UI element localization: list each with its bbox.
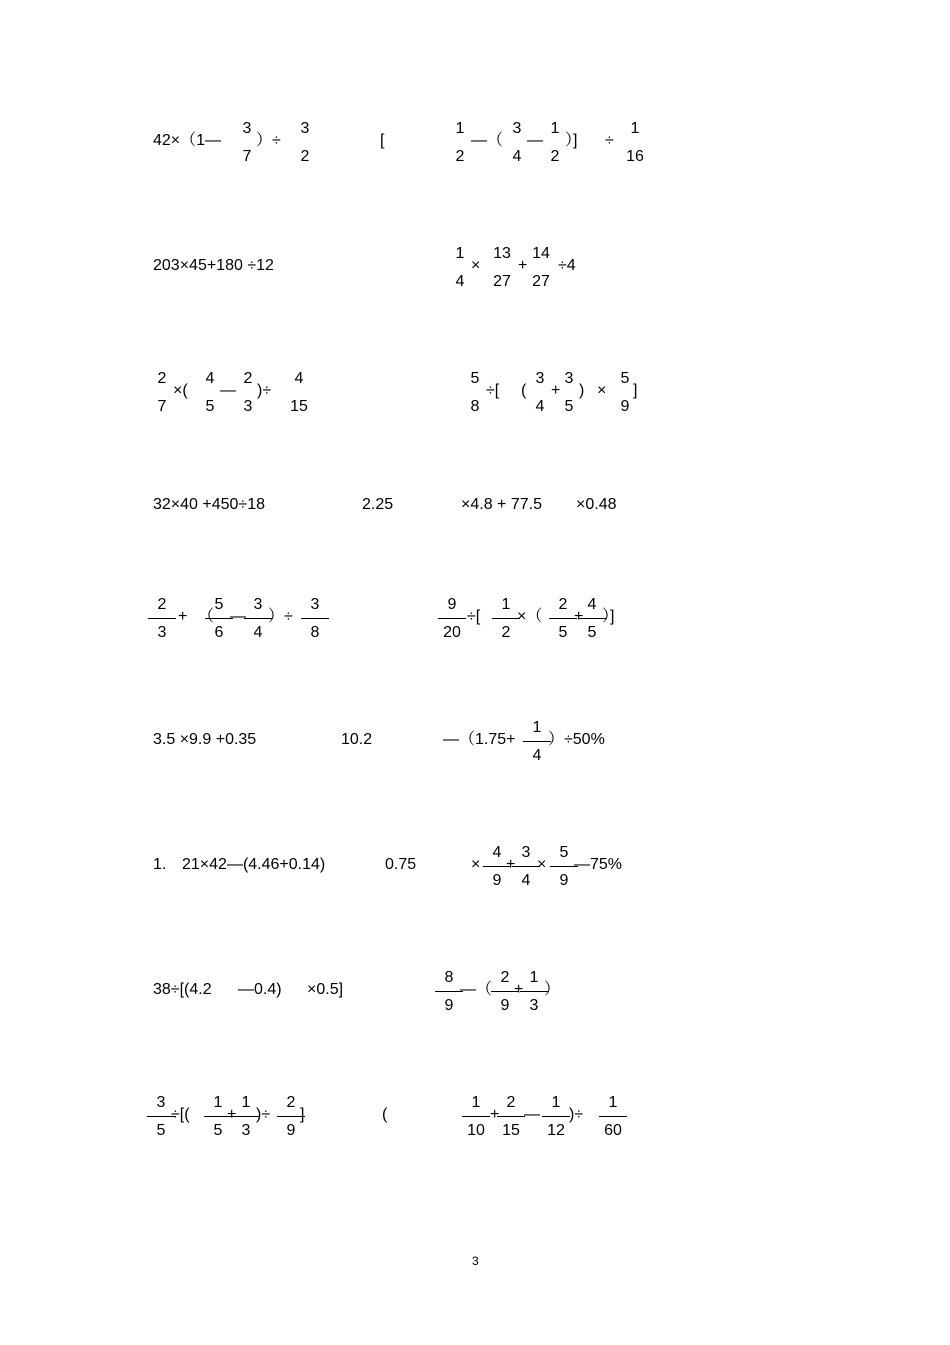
numerator: 3 [242, 120, 252, 137]
numerator: 9 [447, 596, 457, 613]
denominator: 4 [521, 872, 531, 889]
numerator: 2 [286, 1094, 296, 1111]
fraction-bar [599, 1116, 627, 1117]
denominator: 5 [213, 1122, 223, 1139]
fraction-bar [542, 1116, 570, 1117]
denominator: 7 [157, 398, 167, 415]
expr-text: + [490, 1106, 500, 1123]
numerator: 3 [535, 370, 545, 387]
fraction [618, 121, 652, 165]
numerator: 3 [564, 370, 574, 387]
expr-text: ×0.5] [307, 981, 344, 998]
fraction [459, 1095, 493, 1139]
expr-text: —75% [574, 856, 623, 873]
expr-text: ）] [602, 608, 615, 625]
denominator: 5 [564, 398, 574, 415]
fraction [298, 597, 332, 641]
fraction-bar [549, 618, 577, 619]
numerator: 1 [550, 120, 560, 137]
expr-text: 1. [153, 856, 167, 873]
denominator: 60 [604, 1122, 622, 1139]
fraction [494, 1095, 528, 1139]
expr-text: 2.25 [362, 496, 394, 513]
numerator: 3 [156, 1094, 166, 1111]
numerator: 2 [506, 1094, 516, 1111]
expr-text: 203×45+180 ÷12 [153, 257, 274, 274]
denominator: 5 [205, 398, 215, 415]
expr-text: × [537, 856, 547, 873]
fraction [145, 597, 179, 641]
expr-text: ( [521, 382, 527, 399]
expr-text: [ [380, 132, 385, 149]
expr-text: ×（ [517, 608, 543, 625]
denominator: 5 [558, 624, 568, 641]
expr-text: 21×42—(4.46+0.14) [182, 856, 326, 873]
expr-text: 38÷[(4.2 [153, 981, 212, 998]
denominator: 3 [157, 624, 167, 641]
expr-text: ×( [173, 382, 188, 399]
expr-text: — [230, 608, 246, 625]
expr-text: —（1.75+ [443, 731, 516, 748]
numerator: 1 [532, 719, 542, 736]
denominator: 4 [512, 148, 522, 165]
expr-text: — [220, 382, 236, 399]
numerator: 1 [213, 1094, 223, 1111]
expr-text: ）÷50% [548, 731, 605, 748]
numerator: 1 [241, 1094, 251, 1111]
expr-text: ）] [565, 132, 578, 149]
expr-text: ÷ [605, 132, 614, 149]
expr-text: ） [544, 981, 561, 998]
fraction-bar [435, 991, 463, 992]
numerator: 5 [470, 370, 480, 387]
denominator: 7 [242, 148, 252, 165]
expr-text: + [227, 1106, 237, 1123]
numerator: 1 [630, 120, 640, 137]
denominator: 10 [467, 1122, 485, 1139]
expr-text: ) [579, 382, 585, 399]
numerator: 1 [501, 596, 511, 613]
expr-text: + [514, 981, 524, 998]
fraction [435, 597, 469, 641]
fraction-bar [301, 618, 329, 619]
expr-text: 32×40 +450÷18 [153, 496, 265, 513]
numerator: 2 [500, 969, 510, 986]
numerator: 1 [471, 1094, 481, 1111]
expr-text: ×0.48 [576, 496, 617, 513]
fraction [282, 371, 316, 415]
denominator: 4 [455, 273, 465, 290]
numerator: 1 [529, 969, 539, 986]
expr-text: ( [382, 1106, 388, 1123]
expr-text: — [527, 132, 543, 149]
expr-text: ] [300, 1106, 305, 1123]
denominator: 15 [290, 398, 308, 415]
expr-text: ÷[ [486, 382, 500, 399]
denominator: 9 [444, 997, 454, 1014]
expr-text: ÷4 [558, 257, 576, 274]
denominator: 4 [532, 747, 542, 764]
fraction [596, 1095, 630, 1139]
numerator: 1 [608, 1094, 618, 1111]
denominator: 2 [455, 148, 465, 165]
denominator: 3 [243, 398, 253, 415]
numerator: 4 [492, 844, 502, 861]
numerator: 13 [493, 245, 511, 262]
numerator: 4 [294, 370, 304, 387]
numerator: 2 [157, 596, 167, 613]
numerator: 3 [253, 596, 263, 613]
fraction-bar [462, 1116, 490, 1117]
expr-text: )÷ [569, 1106, 584, 1123]
denominator: 3 [241, 1122, 251, 1139]
fraction-bar [512, 866, 540, 867]
numerator: 5 [559, 844, 569, 861]
denominator: 9 [620, 398, 630, 415]
expr-text: + [574, 608, 584, 625]
expr-text: —（ [460, 981, 493, 998]
numerator: 8 [444, 969, 454, 986]
numerator: 3 [300, 120, 310, 137]
numerator: 14 [532, 245, 550, 262]
expr-text: ）÷ [268, 608, 293, 625]
expr-text: ）÷ [256, 132, 281, 149]
expr-text: 0.75 [385, 856, 417, 873]
denominator: 5 [156, 1122, 166, 1139]
expr-text: 10.2 [341, 731, 373, 748]
expr-text: + [518, 257, 528, 274]
fraction-bar [438, 618, 466, 619]
fraction-bar [523, 741, 551, 742]
denominator: 2 [550, 148, 560, 165]
numerator: 2 [243, 370, 253, 387]
numerator: 4 [205, 370, 215, 387]
fraction [288, 121, 322, 165]
denominator: 20 [443, 624, 461, 641]
denominator: 9 [492, 872, 502, 889]
numerator: 3 [310, 596, 320, 613]
denominator: 12 [547, 1122, 565, 1139]
numerator: 3 [512, 120, 522, 137]
expr-text: )÷ [256, 1106, 271, 1123]
expr-text: ÷[( [171, 1106, 190, 1123]
expr-text: + [506, 856, 516, 873]
numerator: 5 [214, 596, 224, 613]
fraction-bar [497, 1116, 525, 1117]
expr-text: + [551, 382, 561, 399]
numerator: 3 [521, 844, 531, 861]
expr-text: + [178, 608, 188, 625]
fraction-bar [205, 618, 233, 619]
denominator: 9 [559, 872, 569, 889]
expr-text: × [471, 257, 481, 274]
expr-text: —0.4) [238, 981, 282, 998]
numerator: 1 [551, 1094, 561, 1111]
page-number: 3 [472, 1254, 479, 1268]
denominator: 4 [535, 398, 545, 415]
expr-text: × [471, 856, 481, 873]
denominator: 9 [500, 997, 510, 1014]
denominator: 2 [300, 148, 310, 165]
denominator: 5 [587, 624, 597, 641]
denominator: 4 [253, 624, 263, 641]
denominator: 9 [286, 1122, 296, 1139]
numerator: 2 [157, 370, 167, 387]
denominator: 6 [214, 624, 224, 641]
denominator: 27 [532, 273, 550, 290]
fraction [485, 246, 519, 290]
expr-text: )÷ [257, 382, 272, 399]
expr-text: （ [198, 608, 215, 625]
expr-text: 42×（1— [153, 132, 222, 149]
expr-text: —（ [471, 132, 504, 149]
numerator: 5 [620, 370, 630, 387]
fraction-bar [148, 618, 176, 619]
fraction-bar [492, 618, 520, 619]
expr-text: ×4.8 + 77.5 [461, 496, 542, 513]
denominator: 3 [529, 997, 539, 1014]
denominator: 15 [502, 1122, 520, 1139]
denominator: 8 [470, 398, 480, 415]
expr-text: — [524, 1106, 540, 1123]
numerator: 2 [558, 596, 568, 613]
numerator: 1 [455, 245, 465, 262]
expr-text: ] [633, 382, 638, 399]
denominator: 2 [501, 624, 511, 641]
denominator: 16 [626, 148, 644, 165]
fraction [539, 1095, 573, 1139]
expr-text: × [597, 382, 607, 399]
denominator: 27 [493, 273, 511, 290]
expr-text: 3.5 ×9.9 +0.35 [153, 731, 257, 748]
denominator: 8 [310, 624, 320, 641]
fraction [524, 246, 558, 290]
expr-text: ÷[ [467, 608, 481, 625]
numerator: 1 [455, 120, 465, 137]
numerator: 4 [587, 596, 597, 613]
